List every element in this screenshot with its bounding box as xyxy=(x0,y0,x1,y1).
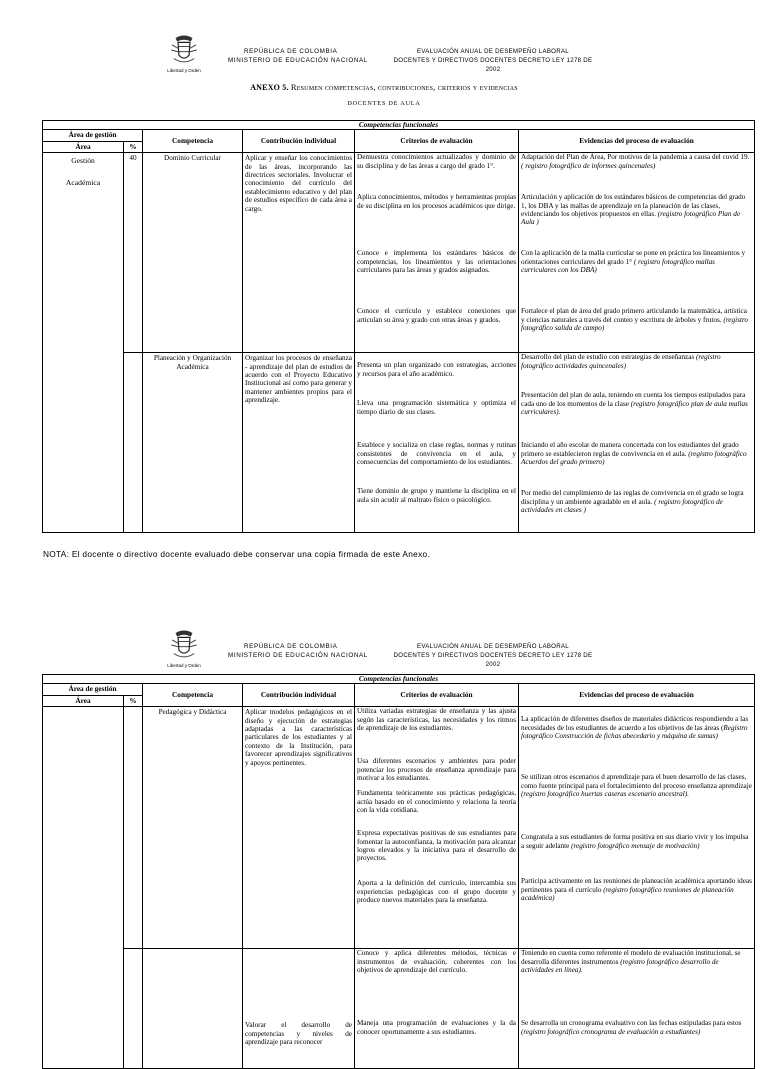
seal-caption: Libertad y Orden xyxy=(167,68,201,73)
percentage-cell xyxy=(124,949,143,1069)
evidencia-item xyxy=(519,877,754,902)
area-header: Área xyxy=(43,141,124,152)
evidencia-item xyxy=(519,193,754,249)
evidencia-reference: Registro fotográfico Construcción de fichas abecedario y máquina de sumas) xyxy=(521,723,748,741)
evidencia-reference: (registro fotográfico Acuerdos del grado primero) xyxy=(521,449,747,467)
pct-header: % xyxy=(124,141,143,152)
evidencia-item xyxy=(519,489,754,514)
evidencia-text: Con la aplicación de la malla curricular se pone en práctica los lineamientos y orientaciones curriculares del grado 1° xyxy=(521,249,746,266)
evidencia-item xyxy=(519,391,754,441)
area-cell xyxy=(43,153,124,533)
criterio-item: Conoce y aplica diferentes métodos, técnicas e instrumentos de evaluación, coherentes con los objetivos de aprendizaje del currículo. xyxy=(357,949,516,975)
competencia-header: Competencia xyxy=(143,684,243,707)
evidencia-reference: (registro fotográfico Plan de Aula ) xyxy=(521,210,741,227)
evaluation-title: EVALUACIÓN ANUAL DE DESEMPEÑO LABORAL xyxy=(417,643,569,650)
seal-caption: Libertad y Orden xyxy=(167,663,201,668)
area-cell xyxy=(43,707,124,1069)
contribucion-cell: Aplicar modelos pedagógicos en el diseño y ejecución de estrategias adaptadas a las características particulares de los estudiantes y al contexto de la Institución, para favorecer aprendizajes significativos y apoyos pertinentes. xyxy=(243,707,355,949)
annex-prefix: ANEXO 5. xyxy=(250,83,289,92)
criterios-cell xyxy=(355,353,519,533)
criterio-item: Conoce e implementa los estándares básicos de competencias, los lineamientos y las orientaciones curriculares para las áreas y grados asignados. xyxy=(357,249,516,275)
evidencia-item xyxy=(519,153,754,193)
evaluation-title: EVALUACIÓN ANUAL DE DESEMPEÑO LABORAL xyxy=(417,48,569,55)
competencia-cell xyxy=(143,949,243,1069)
criterio-item: Tiene dominio de grupo y mantiene la disciplina en el aula sin acudir al maltrato físico o psicológico. xyxy=(357,487,516,504)
contribucion-header: Contribución individual xyxy=(243,130,355,153)
criterio-item: Conoce el currículo y establece conexiones que articulan su área y grado con otras áreas y grados. xyxy=(357,307,516,324)
annex-title-rest: Resumen competencias, contribuciones, criterios y evidencias xyxy=(290,82,518,92)
evidencia-text: Se utilizan otros escenarios d aprendizaje para el buen desarrollo de las clases, como fuente principal para el fortalecimiento del proceso enseñanza aprendizaje xyxy=(521,773,752,790)
area-header: Área xyxy=(43,695,124,706)
evidencia-reference: (registro fotográfico salida de campo) xyxy=(521,315,748,333)
criterio-item: Usa diferentes escenarios y ambientes para poder potenciar los procesos de enseñanza aprendizaje para motivar a los estudiantes. xyxy=(357,757,516,783)
evidencia-text: Se desarrolla un cronograma evaluativo con las fechas estipuladas para estos xyxy=(521,1019,742,1028)
document-page-2 xyxy=(0,620,768,1047)
evaluation-subtitle: DOCENTES Y DIRECTIVOS DOCENTES DECRETO LEY 1278 DE 2002 xyxy=(393,652,593,668)
evidencia-item xyxy=(519,773,754,833)
contribucion-cell: Valorar el desarrollo de competencias y niveles de aprendizaje para reconocer xyxy=(243,949,355,1069)
ministry-name: MINISTERIO DE EDUCACIÓN NACIONAL xyxy=(228,652,368,659)
evidencia-text: Desarrollo del plan de estudio con estrategias de enseñanzas xyxy=(521,353,695,362)
evidencias-cell xyxy=(519,949,755,1069)
evidencia-reference: (registro fotográfico huertas caseras escenario ancestral). xyxy=(521,790,689,799)
evidencia-item xyxy=(519,1019,754,1036)
evidencia-reference: ( registro fotográfico de informes quincenales) xyxy=(521,161,656,170)
evidencias-header: Evidencias del proceso de evaluación xyxy=(519,130,755,153)
evidencia-item xyxy=(519,707,754,773)
area-group-header: Área de gestión xyxy=(43,130,143,141)
colombia-coat-of-arms-icon xyxy=(167,628,201,662)
criterios-cell xyxy=(355,949,519,1069)
percentage-cell xyxy=(124,353,143,533)
competencia-header: Competencia xyxy=(143,130,243,153)
evidencia-text: Adaptación del Plan de Área, Por motivos de la pandemia a causa del covid 19. xyxy=(521,153,750,162)
table-row xyxy=(43,153,755,353)
criterios-cell xyxy=(355,707,519,949)
evidencia-reference: ( registro fotográfico mallas curriculares con los DBA) xyxy=(521,257,715,275)
evidencia-reference: (registro fotográfico cronograma de evaluación a estudiantes) xyxy=(521,1027,701,1036)
pct-header: % xyxy=(124,695,143,706)
contribucion-cell: Organizar los procesos de enseñanza - aprendizaje del plan de estudios de acuerdo con el Proyecto Educativo Institucional así como para generar y mantener ambientes propios para el aprendizaje. xyxy=(243,353,355,533)
evidencia-reference: (registro fotográfico desarrollo de actividades en línea). xyxy=(521,957,719,975)
criterios-cell xyxy=(355,153,519,353)
evidencia-text: La aplicación de diferentes diseños de materiales didácticos respondiendo a las necesidades de los estudiantes de acuerdo a los objetivos de las áreas ( xyxy=(521,715,749,732)
header-evaluation xyxy=(388,642,598,669)
annex-title xyxy=(0,82,768,92)
evidencia-text: Presentación del plan de aula, teniendo en cuenta los tiempos estipulados para cada uno de los momentos de la clase xyxy=(521,391,746,408)
evidencia-text: Teniendo en cuenta como referente el modelo de evaluación institucional, se desarrolla diferentes instrumentos xyxy=(521,949,741,966)
area-group-header: Área de gestión xyxy=(43,684,143,695)
competencia-cell: Planeación y Organización Académica xyxy=(143,353,243,533)
evidencia-item xyxy=(519,307,754,332)
criterio-item: Presenta un plan organizado con estrategias, acciones y recursos para el año académico. xyxy=(357,361,516,378)
criterio-item: Aporta a la definición del currículo, intercambia sus experiencias pedagógicas con el grupo docente y produce nuevos materiales para la enseñanza. xyxy=(357,879,516,905)
annex-subtitle: DOCENTES DE AULA xyxy=(347,100,421,107)
evidencia-text: Iniciando el año escolar de manera concertada con los estudiantes del grado primero se establecieron reglas de convivencia en el aula. xyxy=(521,441,739,458)
evidencia-text: Participa activamente en las reuniones de planeación académica aportando ideas pertinentes para el currículo xyxy=(521,877,752,894)
percentage-cell: 40 xyxy=(124,153,143,353)
table-row xyxy=(43,707,755,949)
criterio-item: Aplica conocimientos, métodos y herramientas propias de su disciplina en los procesos académicos que dirige. xyxy=(357,193,516,210)
evidencias-cell xyxy=(519,153,755,353)
evidencia-reference: ( registro fotográfico de actividades en clases ) xyxy=(521,497,723,515)
evidencias-cell xyxy=(519,353,755,533)
contribucion-header: Contribución individual xyxy=(243,684,355,707)
header-ministry xyxy=(228,642,368,660)
country-name: REPÚBLICA DE COLOMBIA xyxy=(244,643,338,650)
percentage-cell xyxy=(124,707,143,949)
evidencia-text: Por medio del cumplimiento de las reglas de convivencia en el grado se logra disciplina y un ambiente agradable en el aula. xyxy=(521,489,744,506)
area-line: Académica xyxy=(65,178,101,188)
criterio-item: Expresa expectativas positivas de sus estudiantes para fomentar la autoconfianza, la motivación para alcanzar logros elevados y la iniciativa para el desarrollo de proyectos. xyxy=(357,829,516,863)
evidencia-item xyxy=(519,949,754,1019)
evidencia-text: Fortalece el plan de área del grado primero articulando la matemática, artística y ciencias naturales a través del conteo y escritura de árboles y frutos. xyxy=(521,307,747,324)
evidencia-reference: (registro fotográfico actividades quincenales) xyxy=(521,353,721,370)
evidencia-text: Congratula a sus estudiantes de forma positiva en sus diario vivir y los impulsa a seguir adelante xyxy=(521,833,749,850)
competencies-table xyxy=(42,674,755,1069)
evidencia-reference: (registro fotográfico plan de aula mallas curriculares). xyxy=(521,399,748,417)
ministry-name: MINISTERIO DE EDUCACIÓN NACIONAL xyxy=(228,57,368,64)
criterio-item: Lleva una programación sistemática y optimiza el tiempo diario de sus clases. xyxy=(357,399,516,416)
competencia-cell: Pedagógica y Didáctica xyxy=(143,707,243,949)
evidencia-item xyxy=(519,441,754,489)
super-header: Competencias funcionales xyxy=(43,675,755,684)
table-row xyxy=(43,949,755,1069)
footnote: NOTA: El docente o directivo docente evaluado debe conservar una copia firmada de este Anexo. xyxy=(43,549,431,559)
evidencia-reference: (registro fotográfico mensaje de motivación) xyxy=(571,841,700,850)
criterio-item: Establece y socializa en clase reglas, normas y rutinas consistentes de convivencia en el aula, y consecuencias del comportamiento de los estudiantes. xyxy=(357,441,516,467)
evidencias-header: Evidencias del proceso de evaluación xyxy=(519,684,755,707)
contribucion-cell: Aplicar y enseñar los conocimientos de las áreas, incorporando las directrices sectoriales. Involucrar el conocimiento del currículo del establecimiento educativo y del plan de estudios específico de cada área a cargo. xyxy=(243,153,355,353)
evaluation-subtitle: DOCENTES Y DIRECTIVOS DOCENTES DECRETO LEY 1278 DE 2002 xyxy=(393,57,593,73)
evidencias-cell xyxy=(519,707,755,949)
table-row xyxy=(43,353,755,533)
country-name: REPÚBLICA DE COLOMBIA xyxy=(244,48,338,55)
criterio-item: Maneja una programación de evaluaciones y la da conocer oportunamente a sus estudiantes. xyxy=(357,1019,516,1036)
colombia-coat-of-arms-icon xyxy=(167,33,201,67)
criterios-header: Criterios de evaluación xyxy=(355,130,519,153)
header-ministry xyxy=(228,47,368,65)
competencia-cell: Dominio Curricular xyxy=(143,153,243,353)
header-evaluation xyxy=(388,47,598,74)
evidencia-item xyxy=(519,353,754,391)
criterio-item: Utiliza variadas estrategias de enseñanza y las ajusta según las características, las necesidades y los ritmos de aprendizaje de los estudiantes. xyxy=(357,707,516,733)
evidencia-reference: (registro fotográfico reuniones de planeación académica) xyxy=(521,885,734,903)
super-header: Competencias funcionales xyxy=(43,121,755,130)
evidencia-item xyxy=(519,249,754,307)
area-line: Gestión xyxy=(71,156,95,166)
criterio-item: Fundamenta teóricamente sus prácticas pedagógicas, actúa basado en el conocimiento y relaciona la teoría con la vida cotidiana. xyxy=(357,789,516,815)
evidencia-text: Articulación y aplicación de los estándares básicos de competencias del grado 1, los DBA y las mallas de aprendizaje en la planeación de las clases, evidenciando los objetivos propuestos en ellas. xyxy=(521,193,746,219)
evidencia-item xyxy=(519,833,754,877)
competencies-table xyxy=(42,120,755,533)
criterio-item: Demuestra conocimientos actualizados y dominio de su disciplina y de las áreas a cargo del grado 1°. xyxy=(357,153,516,170)
criterios-header: Criterios de evaluación xyxy=(355,684,519,707)
